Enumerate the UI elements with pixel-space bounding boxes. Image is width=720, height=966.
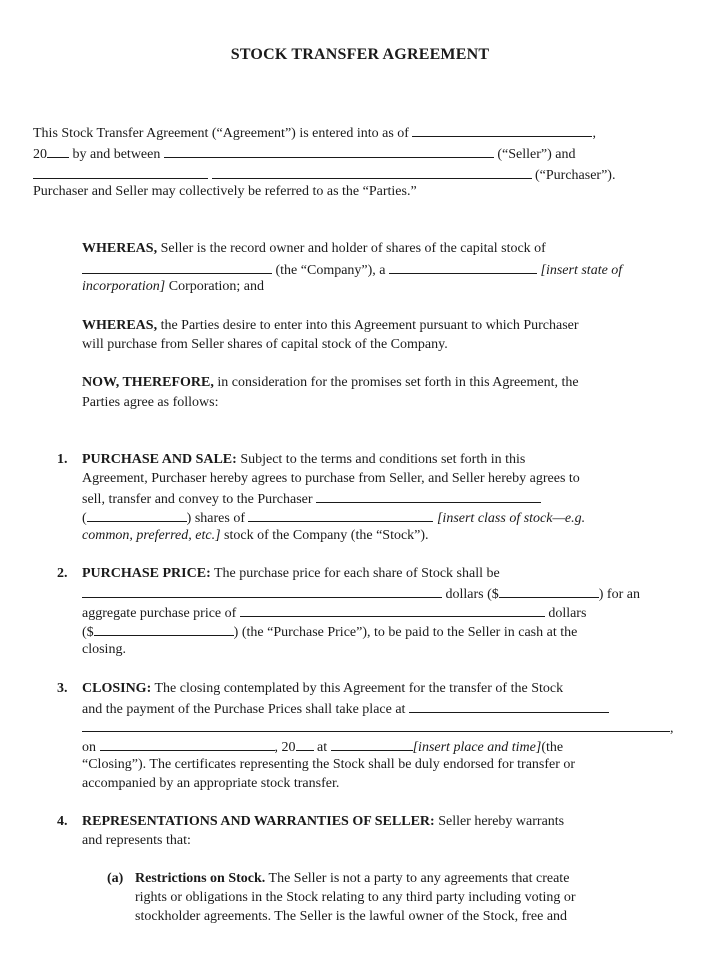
s4-line-2: and represents that: xyxy=(82,833,191,848)
s4-line-1 xyxy=(82,813,564,831)
s4-text: Seller hereby warrants xyxy=(434,814,565,829)
s2-line-1 xyxy=(82,565,500,583)
s1-line-2: Agreement, Purchaser hereby agrees to purchase from Seller, and Seller hereby agrees to xyxy=(82,471,580,486)
s3-line-5: “Closing”). The certificates representing the Stock shall be duly endorsed for transfer or xyxy=(82,757,576,772)
whereas2-label: WHEREAS, xyxy=(82,318,158,333)
section-4-number: 4. xyxy=(57,814,68,829)
purchase-price-text: ) (the “Purchase Price”), to be paid to the Seller in cash at the xyxy=(233,625,578,640)
the-label: (the xyxy=(541,740,564,755)
state-instruction: [insert state of xyxy=(540,263,623,278)
state-blank[interactable] xyxy=(389,260,537,274)
closing-time-blank[interactable] xyxy=(331,737,413,751)
s3-line-1 xyxy=(82,680,563,698)
per-share-words-blank[interactable] xyxy=(82,584,442,598)
s3-heading: CLOSING: xyxy=(82,681,152,696)
s2-heading: PURCHASE PRICE: xyxy=(82,566,211,581)
s4a-line-1 xyxy=(135,870,569,888)
incorporation-instruction: incorporation] xyxy=(82,279,166,294)
dollars-label-2: dollars xyxy=(548,606,587,621)
s1-line-5 xyxy=(82,527,429,545)
share-count-open: ( xyxy=(82,511,87,526)
s2-line-4 xyxy=(82,622,577,642)
now-therefore-text: in consideration for the promises set forth in this Agreement, the xyxy=(213,375,579,390)
document-title: STOCK TRANSFER AGREEMENT xyxy=(230,46,490,63)
closing-date-blank[interactable] xyxy=(100,737,275,751)
stock-class-instruction: [insert class of stock—e.g. xyxy=(436,511,586,526)
s1-heading: PURCHASE AND SALE: xyxy=(82,452,237,467)
stock-class-examples: common, preferred, etc.] xyxy=(82,528,221,543)
dollars-label-1: dollars ($ xyxy=(445,587,499,602)
s4a-text: The Seller is not a party to any agreements that create xyxy=(265,871,570,886)
intro-line-1 xyxy=(33,123,596,143)
s3-line-6: accompanied by an appropriate stock transfer. xyxy=(82,776,340,791)
intro-line-3 xyxy=(33,165,615,185)
aggregate-amount-blank[interactable] xyxy=(94,622,234,636)
s4a-line-2: rights or obligations in the Stock relating to any third party including voting or xyxy=(135,890,576,905)
whereas2-text: the Parties desire to enter into this Agreement pursuant to which Purchaser xyxy=(157,318,579,333)
purchaser-label: (“Purchaser”). xyxy=(535,168,616,183)
s3-line-3 xyxy=(82,718,674,738)
year-prefix: 20 xyxy=(33,147,47,162)
intro-text: This Stock Transfer Agreement (“Agreement”) is entered into as of xyxy=(33,126,409,141)
share-count-blank[interactable] xyxy=(87,508,187,522)
section-4a-number: (a) xyxy=(107,871,124,886)
s1-line-1 xyxy=(82,451,525,469)
closing-year-prefix: , 20 xyxy=(274,740,296,755)
now-therefore-line-1 xyxy=(82,374,579,392)
shares-of-label: ) shares of xyxy=(186,511,245,526)
whereas1-line-1 xyxy=(82,240,546,258)
s3-comma: , xyxy=(670,721,674,736)
whereas2-line-1 xyxy=(82,317,579,335)
place-time-instruction: [insert place and time] xyxy=(412,740,542,755)
s3-line-4 xyxy=(82,737,563,757)
aggregate-label: aggregate purchase price of xyxy=(82,606,237,621)
s2-line-5: closing. xyxy=(82,642,126,657)
per-share-amount-blank[interactable] xyxy=(499,584,599,598)
section-1-number: 1. xyxy=(57,452,68,467)
s4a-line-3: stockholder agreements. The Seller is the lawful owner of the Stock, free and xyxy=(135,909,568,924)
stock-class-blank[interactable] xyxy=(248,508,433,522)
now-therefore-line-2: Parties agree as follows: xyxy=(82,395,219,410)
s1-end: stock of the Company (the “Stock”). xyxy=(220,528,429,543)
section-3-number: 3. xyxy=(57,681,68,696)
s3-place-text: and the payment of the Purchase Prices shall take place at xyxy=(82,702,406,717)
year-blank[interactable] xyxy=(47,144,69,158)
s1-line-4 xyxy=(82,508,585,528)
for-an-label: ) for an xyxy=(598,587,640,602)
now-therefore-label: NOW, THEREFORE, xyxy=(82,375,214,390)
closing-place-blank-1[interactable] xyxy=(409,699,609,713)
purchaser-name-blank-1[interactable] xyxy=(33,165,208,179)
seller-label: (“Seller”) and xyxy=(497,147,576,162)
purchaser-convey-blank[interactable] xyxy=(316,489,541,503)
on-label: on xyxy=(82,740,96,755)
closing-year-blank[interactable] xyxy=(296,737,314,751)
s2-line-3 xyxy=(82,603,586,623)
company-name-blank[interactable] xyxy=(82,260,272,274)
closing-place-blank-2[interactable] xyxy=(82,718,670,732)
section-2-number: 2. xyxy=(57,566,68,581)
whereas1-line-2 xyxy=(82,260,622,280)
s4-heading: REPRESENTATIONS AND WARRANTIES OF SELLER: xyxy=(82,814,435,829)
s1-text: Subject to the terms and conditions set forth in this xyxy=(236,452,526,467)
at-label: at xyxy=(317,740,328,755)
s4a-heading: Restrictions on Stock. xyxy=(135,871,266,886)
s3-line-2 xyxy=(82,699,609,719)
whereas1-line-3 xyxy=(82,278,264,296)
whereas1-text: Seller is the record owner and holder of shares of the capital stock of xyxy=(157,241,546,256)
s3-text: The closing contemplated by this Agreement for the transfer of the Stock xyxy=(151,681,564,696)
s2-line-2 xyxy=(82,584,640,604)
company-label: (the “Company”), a xyxy=(275,263,386,278)
purchaser-name-blank-2[interactable] xyxy=(212,165,532,179)
s1-line-3 xyxy=(82,489,541,509)
intro-line-2 xyxy=(33,144,575,164)
whereas2-line-2: will purchase from Seller shares of capital stock of the Company. xyxy=(82,337,448,352)
s2-text: The purchase price for each share of Stock shall be xyxy=(210,566,500,581)
s1-convey: sell, transfer and convey to the Purchaser xyxy=(82,492,313,507)
seller-name-blank[interactable] xyxy=(164,144,494,158)
date-blank[interactable] xyxy=(412,123,592,137)
aggregate-words-blank[interactable] xyxy=(240,603,545,617)
intro-comma: , xyxy=(592,126,596,141)
whereas1-end: Corporation; and xyxy=(165,279,264,294)
aggregate-amount-open: ($ xyxy=(82,625,94,640)
intro-between: by and between xyxy=(72,147,161,162)
intro-line-4: Purchaser and Seller may collectively be referred to as the “Parties.” xyxy=(33,184,417,199)
whereas1-label: WHEREAS, xyxy=(82,241,158,256)
